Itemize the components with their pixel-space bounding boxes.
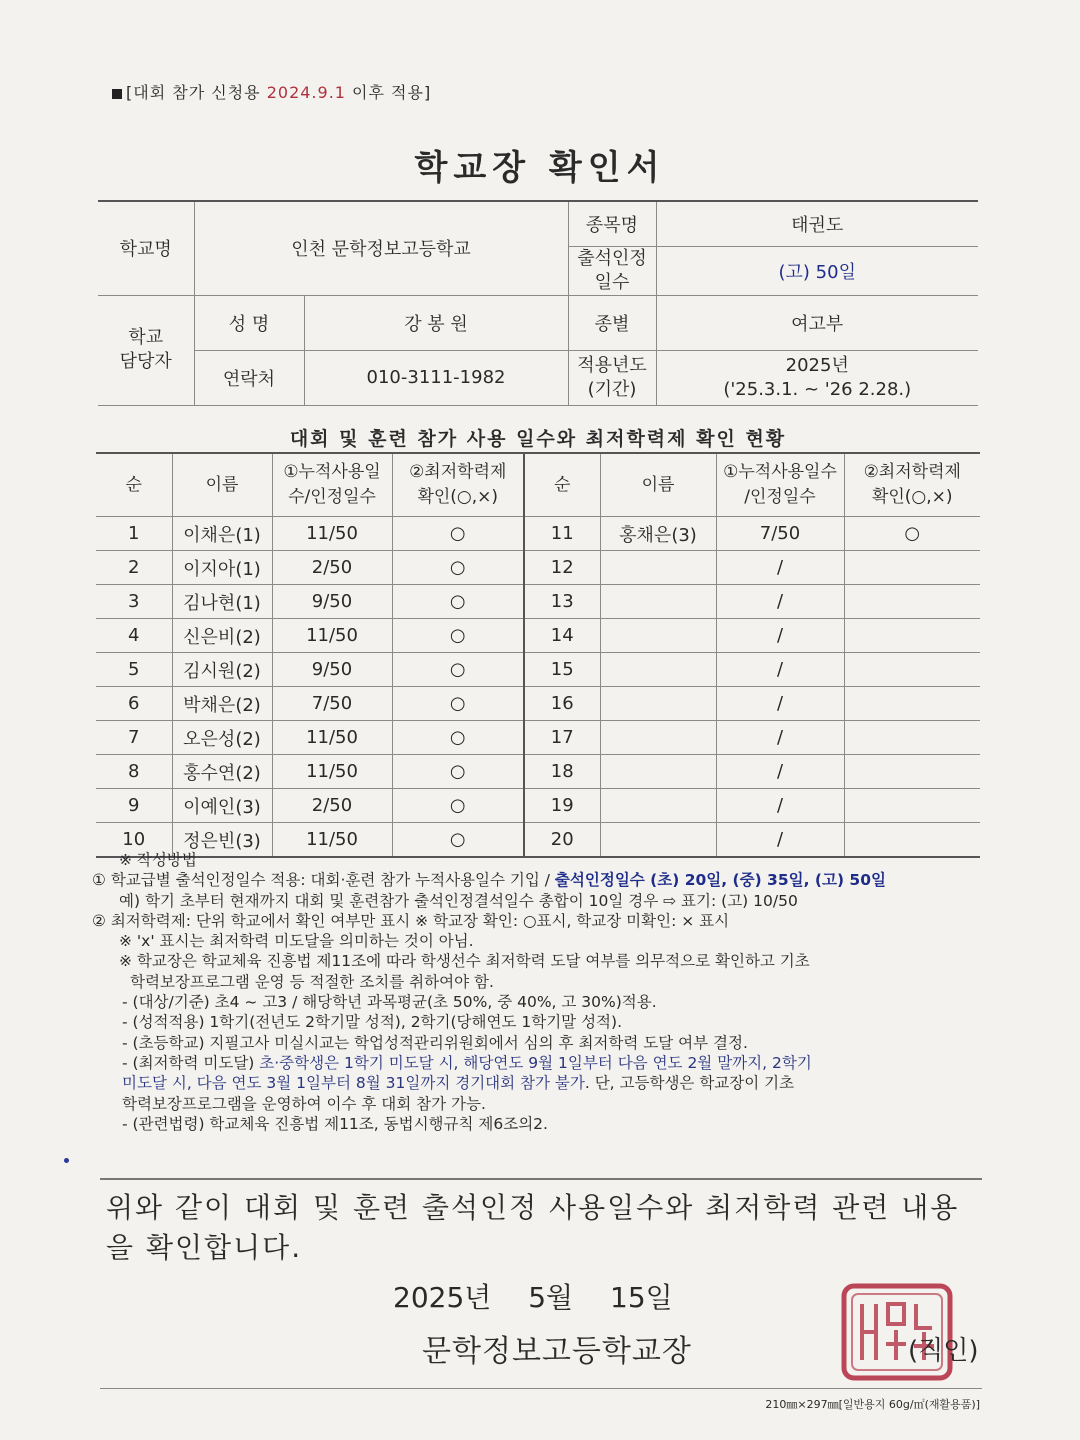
header-name: 이름	[172, 453, 272, 517]
cell-check: ○	[392, 823, 524, 858]
cell-name2	[600, 755, 716, 789]
cell-days: 11/50	[272, 517, 392, 551]
cell-no2: 13	[524, 585, 600, 619]
cell-days: 11/50	[272, 721, 392, 755]
top-note-suffix: 이후 적용]	[352, 83, 432, 102]
cell-check2: ○	[844, 517, 980, 551]
square-bullet-icon	[112, 89, 122, 99]
cell-name2	[600, 721, 716, 755]
cell-name: 홍수연(2)	[172, 755, 272, 789]
cell-name: 이지아(1)	[172, 551, 272, 585]
note-1-example: 예) 학기 초부터 현재까지 대회 및 훈련참가 출석인정결석일수 총합이 10일 경우 ⇨ 표기: (고) 10/50	[119, 891, 798, 910]
cell-check: ○	[392, 687, 524, 721]
note-2-c: ※ 학교장은 학교체육 진흥법 제11조에 따라 학생선수 최저학력 도달 여부를 의무적으로 확인하고 기초	[119, 952, 810, 971]
detail-min-fail-3: 학력보장프로그램을 운영하여 이수 후 대회 참가 가능.	[122, 1094, 486, 1113]
cell-no2: 16	[524, 687, 600, 721]
cell-name: 오은성(2)	[172, 721, 272, 755]
manager-label: 학교 담당자	[98, 295, 194, 405]
cell-check: ○	[392, 653, 524, 687]
attendance-label: 출석인정 일수	[568, 246, 656, 295]
issue-date	[393, 1276, 673, 1316]
cell-no2: 11	[524, 517, 600, 551]
cell-no2: 17	[524, 721, 600, 755]
note-2-d: 학력보장프로그램 운영 등 적절한 조치를 취하여야 함.	[130, 972, 494, 991]
note-1: ① 학교급별 출석인정일수 적용: 대회·훈련 참가 누적사용일수 기입 / 출석인정일수 (초) 20일, (중) 35일, (고) 50일	[92, 871, 886, 890]
cell-days: 2/50	[272, 789, 392, 823]
cell-name: 김시원(2)	[172, 653, 272, 687]
cell-days2: 7/50	[716, 517, 844, 551]
top-note-date: 2024.9.1	[266, 83, 346, 102]
date-month: 5월	[528, 1281, 574, 1314]
attendance-value: (고) 50일	[656, 246, 978, 295]
notes-heading: ※ 작성방법	[119, 851, 197, 869]
cell-days2: /	[716, 721, 844, 755]
cell-name: 정은빈(3)	[172, 823, 272, 858]
cell-check2	[844, 721, 980, 755]
table-row	[96, 721, 980, 755]
event-label: 종목명	[568, 201, 656, 246]
paper-spec: 210㎜×297㎜[일반용지 60g/㎡(재활용품)]	[765, 1398, 980, 1411]
detail-min-fail: - (최저학력 미도달) 초·중학생은 1학기 미도달 시, 해당연도 9월 1일부터 다음 연도 2월 말까지, 2학기	[122, 1053, 812, 1072]
table-subtitle: 대회 및 훈련 참가 사용 일수와 최저학력제 확인 현황	[289, 428, 787, 450]
cell-days2: /	[716, 687, 844, 721]
header-min-check-2: ②최저학력제 확인(○,×)	[844, 453, 980, 517]
cell-name: 김나현(1)	[172, 585, 272, 619]
cell-days2: /	[716, 789, 844, 823]
detail-law: - (관련법령) 학교체육 진흥법 제11조, 동법시행규칙 제6조의2.	[122, 1114, 548, 1133]
cell-days: 9/50	[272, 585, 392, 619]
cell-check2	[844, 585, 980, 619]
divider-bottom	[100, 1388, 982, 1389]
header-no: 순	[96, 453, 172, 517]
cell-no: 5	[96, 653, 172, 687]
cell-name: 박채은(2)	[172, 687, 272, 721]
contact-label: 연락처	[194, 350, 304, 405]
date-year: 2025년	[393, 1281, 492, 1314]
date-day: 15일	[610, 1281, 673, 1314]
category-label: 종별	[568, 295, 656, 350]
cell-no: 1	[96, 517, 172, 551]
principal-title: 문학정보고등학교장	[422, 1334, 692, 1369]
status-table	[96, 452, 980, 858]
cell-name2	[600, 687, 716, 721]
cell-check: ○	[392, 721, 524, 755]
category-value: 여고부	[656, 295, 978, 350]
school-name: 인천 문학정보고등학교	[194, 201, 568, 295]
event-value: 태권도	[656, 201, 978, 246]
detail-target: - (대상/기준) 초4 ~ 고3 / 해당학년 과목평균(초 50%, 중 40%, 고 30%)적용.	[122, 993, 657, 1012]
cell-no2: 18	[524, 755, 600, 789]
cell-days2: /	[716, 755, 844, 789]
cell-no2: 15	[524, 653, 600, 687]
table-row	[96, 585, 980, 619]
header-days: ①누적사용일 수/인정일수	[272, 453, 392, 517]
detail-elementary: - (초등학교) 지필고사 미실시교는 학업성적관리위원회에서 심의 후 최저학력 도달 여부 결정.	[122, 1033, 748, 1052]
cell-no: 3	[96, 585, 172, 619]
header-min-check: ②최저학력제 확인(○,×)	[392, 453, 524, 517]
table-row	[96, 619, 980, 653]
year-value: 2025년 ('25.3.1. ~ '26 2.28.)	[656, 350, 978, 405]
table-row	[96, 755, 980, 789]
cell-check2	[844, 653, 980, 687]
header-name-2: 이름	[600, 453, 716, 517]
confirmation-text: 위와 같이 대회 및 훈련 출석인정 사용일수와 최저학력 관련 내용을 확인합니다.	[106, 1191, 960, 1264]
cell-days2: /	[716, 823, 844, 858]
cell-days: 2/50	[272, 551, 392, 585]
cell-name2	[600, 585, 716, 619]
cell-days: 11/50	[272, 755, 392, 789]
cell-check: ○	[392, 551, 524, 585]
table-row	[96, 789, 980, 823]
cell-no: 6	[96, 687, 172, 721]
cell-no2: 14	[524, 619, 600, 653]
writing-instructions	[92, 850, 992, 1134]
cell-no2: 19	[524, 789, 600, 823]
top-note	[112, 80, 431, 103]
cell-check2	[844, 619, 980, 653]
table-row	[96, 687, 980, 721]
table-row	[96, 551, 980, 585]
table-row	[96, 653, 980, 687]
cell-check2	[844, 551, 980, 585]
seal-label: (직인)	[908, 1336, 979, 1366]
cell-check2	[844, 687, 980, 721]
divider-top	[100, 1178, 982, 1180]
cell-days: 7/50	[272, 687, 392, 721]
cell-no: 10	[96, 823, 172, 858]
top-note-prefix: [대회 참가 신청용	[126, 83, 261, 102]
cell-name: 이예인(3)	[172, 789, 272, 823]
cell-name2: 홍채은(3)	[600, 517, 716, 551]
table-row	[96, 517, 980, 551]
cell-check2	[844, 789, 980, 823]
note-2-b: ※ 'x' 표시는 최저학력 미도달을 의미하는 것이 아님.	[119, 932, 474, 951]
cell-name2	[600, 551, 716, 585]
cell-name2	[600, 653, 716, 687]
cell-days: 11/50	[272, 823, 392, 858]
info-table	[98, 200, 978, 406]
cell-check: ○	[392, 755, 524, 789]
name-value: 강 봉 원	[304, 295, 568, 350]
cell-days: 9/50	[272, 653, 392, 687]
cell-days2: /	[716, 551, 844, 585]
detail-min-fail-2: 미도달 시, 다음 연도 3월 1일부터 8월 31일까지 경기대회 참가 불가. 단, 고등학생은 학교장이 기초	[122, 1074, 795, 1093]
school-label: 학교명	[98, 201, 194, 295]
cell-name: 신은비(2)	[172, 619, 272, 653]
cell-days2: /	[716, 585, 844, 619]
cell-check2	[844, 755, 980, 789]
contact-value: 010-3111-1982	[304, 350, 568, 405]
name-label: 성 명	[194, 295, 304, 350]
year-label: 적용년도 (기간)	[568, 350, 656, 405]
cell-no: 8	[96, 755, 172, 789]
cell-no: 4	[96, 619, 172, 653]
cell-check: ○	[392, 789, 524, 823]
detail-grades: - (성적적용) 1학기(전년도 2학기말 성적), 2학기(당해연도 1학기말 성적).	[122, 1013, 622, 1032]
cell-check: ○	[392, 619, 524, 653]
cell-no2: 20	[524, 823, 600, 858]
document-title: 학교장 확인서	[414, 148, 666, 188]
cell-days: 11/50	[272, 619, 392, 653]
cell-name2	[600, 619, 716, 653]
cell-no: 7	[96, 721, 172, 755]
header-days-2: ①누적사용일수 /인정일수	[716, 453, 844, 517]
cell-no: 9	[96, 789, 172, 823]
cell-no2: 12	[524, 551, 600, 585]
cell-days2: /	[716, 619, 844, 653]
cell-name: 이채은(1)	[172, 517, 272, 551]
cell-check: ○	[392, 585, 524, 619]
ink-dot	[64, 1158, 69, 1163]
header-no-2: 순	[524, 453, 600, 517]
note-2: ② 최저학력제: 단위 학교에서 확인 여부만 표시 ※ 학교장 확인: ○표시, 학교장 미확인: × 표시	[92, 911, 730, 930]
cell-days2: /	[716, 653, 844, 687]
cell-check: ○	[392, 517, 524, 551]
cell-no: 2	[96, 551, 172, 585]
cell-name2	[600, 789, 716, 823]
